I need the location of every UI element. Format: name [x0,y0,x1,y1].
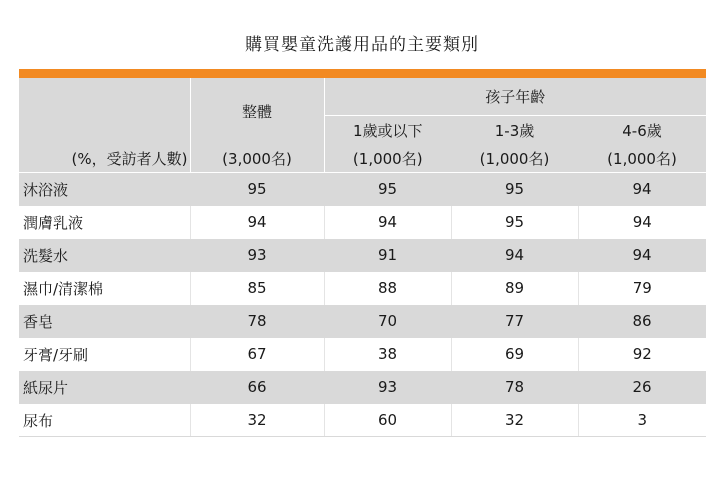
header-age-group: 孩子年齡 [324,78,706,116]
cell-value: 95 [451,173,578,206]
cell-value: 66 [190,371,324,404]
row-label: 牙膏/牙刷 [19,338,190,371]
cell-value: 67 [190,338,324,371]
row-label: 香皂 [19,305,190,338]
row-label: 紙尿片 [19,371,190,404]
data-table [19,78,706,437]
row-label: 濕巾/清潔棉 [19,272,190,305]
table-body [19,173,706,437]
row-label: 洗髮水 [19,239,190,272]
cell-value: 88 [324,272,451,305]
cell-value: 38 [324,338,451,371]
table-row [19,305,706,338]
cell-value: 26 [578,371,706,404]
row-label: 潤膚乳液 [19,206,190,239]
table-row [19,239,706,272]
cell-value: 70 [324,305,451,338]
cell-value: 60 [324,404,451,437]
cell-value: 78 [451,371,578,404]
header-overall: 整體 [190,78,324,144]
cell-value: 86 [578,305,706,338]
cell-value: 93 [190,239,324,272]
table-row [19,173,706,206]
table-row [19,371,706,404]
header-age-1-n: (1,000名) [451,144,578,173]
cell-value: 79 [578,272,706,305]
header-blank [19,78,190,116]
header-blank-2 [19,116,190,145]
table-row [19,338,706,371]
cell-value: 94 [190,206,324,239]
cell-value: 94 [324,206,451,239]
cell-value: 78 [190,305,324,338]
cell-value: 94 [578,239,706,272]
cell-value: 3 [578,404,706,437]
cell-value: 32 [451,404,578,437]
table-row [19,206,706,239]
row-label: 沐浴液 [19,173,190,206]
chart-title: 購買嬰童洗護用品的主要類別 [245,35,479,55]
header-age-2: 4-6歲 [578,116,706,145]
cell-value: 95 [324,173,451,206]
accent-bar [19,69,706,78]
cell-value: 89 [451,272,578,305]
header-unit: (%，受訪者人數) [19,144,190,173]
cell-value: 85 [190,272,324,305]
table-row [19,404,706,437]
cell-value: 93 [324,371,451,404]
cell-value: 94 [451,239,578,272]
header-age-2-n: (1,000名) [578,144,706,173]
header-age-0: 1歲或以下 [324,116,451,145]
row-label: 尿布 [19,404,190,437]
cell-value: 95 [190,173,324,206]
table-row [19,272,706,305]
cell-value: 95 [451,206,578,239]
header-age-0-n: (1,000名) [324,144,451,173]
cell-value: 94 [578,173,706,206]
header-overall-n: (3,000名) [190,144,324,173]
cell-value: 92 [578,338,706,371]
header-age-1: 1-3歲 [451,116,578,145]
cell-value: 77 [451,305,578,338]
cell-value: 32 [190,404,324,437]
cell-value: 69 [451,338,578,371]
cell-value: 91 [324,239,451,272]
cell-value: 94 [578,206,706,239]
